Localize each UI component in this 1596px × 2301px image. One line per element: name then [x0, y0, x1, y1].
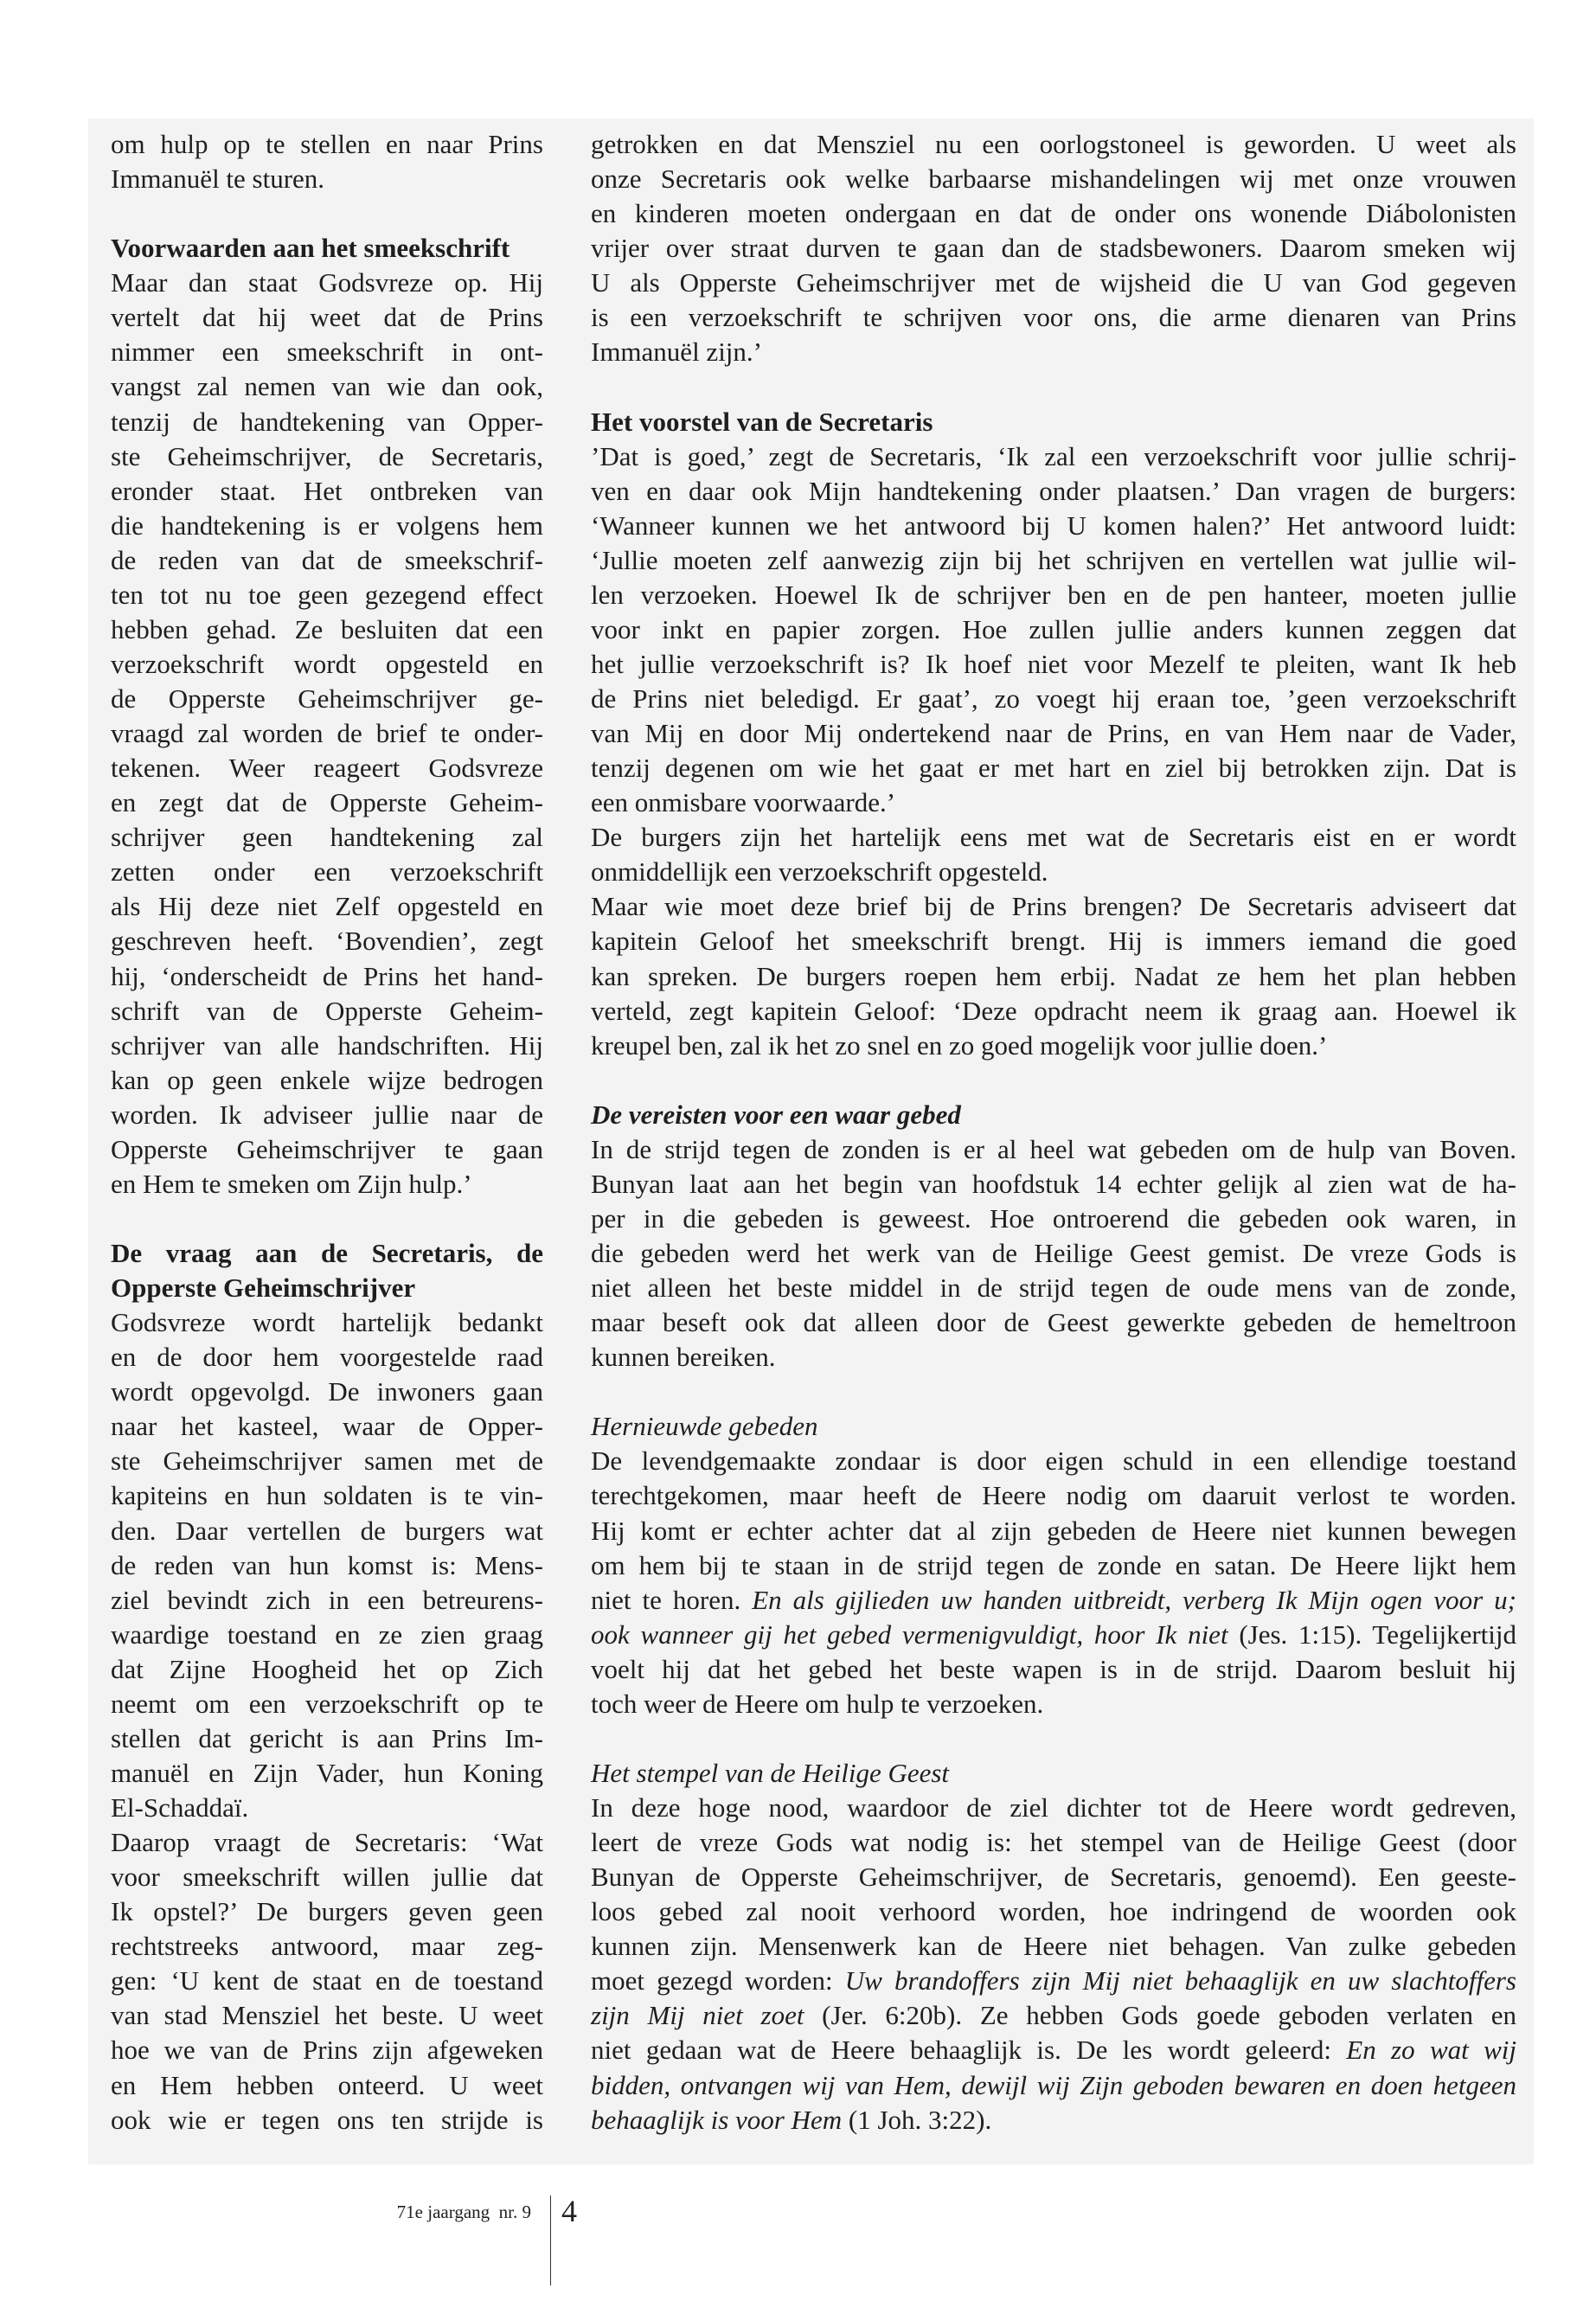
section-heading: Het voorstel van de Secretaris [591, 406, 933, 437]
text-line: Ik opstel?’ De burgers geven geen [111, 1896, 543, 1927]
scripture-quote: ook wanneer gij het gebed vermenigvuldigt, hoor Ik niet [591, 1618, 1228, 1650]
text-line: ven en daar ook Mijn handtekening onder plaatsen.’ Dan vragen de burgers: [591, 475, 1516, 506]
section-heading: Hernieuwde gebeden [591, 1411, 818, 1442]
text-line: en zegt dat de Opperste Geheim- [111, 787, 543, 818]
text-line: naar het kasteel, waar de Opper- [111, 1411, 543, 1442]
text-line: die handtekening is er volgens hem [111, 510, 543, 541]
text-line: Maar wie moet deze brief bij de Prins brengen? De Secretaris adviseert dat [591, 891, 1516, 922]
text-line: De burgers zijn het hartelijk eens met wat de Secretaris eist en er wordt [591, 822, 1516, 853]
text-line: ste Geheimschrijver, de Secretaris, [111, 440, 543, 471]
text-line: het jullie verzoekschrift is? Ik hoef niet voor Mezelf te pleiten, want Ik heb [591, 648, 1516, 679]
text-line: neemt om een verzoekschrift op te [111, 1688, 543, 1719]
text-line: kan op geen enkele wijze bedrogen [111, 1064, 543, 1095]
scripture-quote: zijn Mij niet zoet [591, 2000, 804, 2031]
text-line: de Opperste Geheimschrijver ge- [111, 683, 543, 714]
text-line: schrift van de Opperste Geheim- [111, 995, 543, 1026]
text-line: stellen dat gericht is aan Prins Im- [111, 1722, 543, 1753]
section-heading: Het stempel van de Heilige Geest [591, 1757, 950, 1788]
text-line: verteld, zegt kapitein Geloof: ‘Deze opdracht neem ik graag aan. Hoewel ik [591, 995, 1516, 1026]
blank-line [591, 1721, 1516, 1756]
text-line: dat Zijne Hoogheid het op Zich [111, 1653, 543, 1684]
text-line: en kinderen moeten ondergaan en dat de onder ons wonende Diábolonisten [591, 198, 1516, 229]
text-line: kunnen zijn. Mensenwerk kan de Heere niet behagen. Van zulke gebeden [591, 1931, 1516, 1962]
text-line: ten tot nu toe geen gezegend effect [111, 579, 543, 610]
text-line: Godsvreze wordt hartelijk bedankt [111, 1307, 543, 1338]
text-line: Hij komt er echter achter dat al zijn gebeden de Heere niet kunnen bewegen [591, 1515, 1516, 1546]
text-line: toch weer de Heere om hulp te verzoeken. [591, 1688, 1044, 1719]
text-line: hoe we van de Prins zijn afgeweken [111, 2035, 543, 2066]
text-line: vangst zal nemen van wie dan ook, [111, 371, 543, 402]
text-line [591, 1583, 1516, 1618]
text-line: verzoekschrift wordt opgesteld en [111, 648, 543, 679]
text-line [591, 2068, 1516, 2103]
text-line: Bunyan de Opperste Geheimschrijver, de Secretaris, genoemd). Een geeste- [591, 1862, 1516, 1893]
text-line: de Prins niet beledigd. Er gaat’, zo voegt hij eraan toe, ’geen verzoekschrift [591, 683, 1516, 714]
text-line: eronder staat. Het ontbreken van [111, 475, 543, 506]
issue-label: 71e jaargang nr. 9 [396, 2202, 531, 2222]
text-line [591, 1964, 1516, 1998]
text-line: schrijver van alle handschriften. Hij [111, 1029, 543, 1061]
text-line: len verzoeken. Hoewel Ik de schrijver ben en de pen hanteer, moeten jullie [591, 579, 1516, 610]
text-line: waardige toestand en ze zien graag [111, 1618, 543, 1650]
text-line: ‘Jullie moeten zelf aanwezig zijn bij het schrijven en vertellen wat jullie wil- [591, 544, 1516, 575]
text-line: gen: ‘U kent de staat en de toestand [111, 1965, 543, 1997]
text-line: ook wie er tegen ons ten strijde is [111, 2104, 543, 2135]
text-line: Daarop vraagt de Secretaris: ‘Wat [111, 1827, 543, 1858]
text-line: geschreven heeft. ‘Bovendien’, zegt [111, 926, 543, 957]
text-line: den. Daar vertellen de burgers wat [111, 1515, 543, 1546]
article-column-left [111, 127, 543, 2138]
scripture-quote: bidden, ontvangen wij van Hem, dewijl wij Zijn geboden bewaren en doen hetgeen [591, 2069, 1516, 2100]
text-line: ’Dat is goed,’ zegt de Secretaris, ‘Ik zal een verzoekschrift voor jullie schrij- [591, 440, 1516, 471]
text-line: De levendgemaakte zondaar is door eigen schuld in een ellendige toestand [591, 1445, 1516, 1477]
text-line: per in die gebeden is geweest. Hoe ontroerend die gebeden ook waren, in [591, 1202, 1516, 1234]
text-line: rechtstreeks antwoord, maar zeg- [111, 1931, 543, 1962]
text-line: tenzij degenen om wie het gaat er met hart en ziel bij betrokken zijn. Dat is [591, 753, 1516, 784]
blank-line [111, 1202, 543, 1236]
scripture-quote: En zo wat wij [1346, 2035, 1516, 2066]
text-line: schrijver geen handtekening zal [111, 822, 543, 853]
footer-divider [550, 2195, 551, 2285]
text-line: om hulp op te stellen en naar Prins [111, 129, 543, 159]
text-segment: niet te horen. [591, 1584, 753, 1615]
text-line: tekenen. Weer reageert Godsvreze [111, 753, 543, 784]
text-line: voor smeekschrift willen jullie dat [111, 1862, 543, 1893]
text-line: leert de vreze Gods wat nodig is: het stempel van de Heilige Geest (door [591, 1827, 1516, 1858]
text-line: hij, ‘onderscheidt de Prins het hand- [111, 960, 543, 991]
text-line: kreupel ben, zal ik het zo snel en zo goed mogelijk voor jullie doen.’ [591, 1029, 1328, 1061]
text-line: worden. Ik adviseer jullie naar de [111, 1099, 543, 1130]
text-line: Opperste Geheimschrijver te gaan [111, 1133, 543, 1164]
text-segment: (1 Joh. 3:22). [842, 2104, 992, 2135]
text-line: onmiddellijk een verzoekschrift opgesteld. [591, 856, 1048, 888]
text-line: hebben gehad. Ze besluiten dat een [111, 613, 543, 644]
article-column-right [591, 127, 1516, 2138]
section-heading: Opperste Geheimschrijver [111, 1272, 416, 1304]
text-line: de reden van hun komst is: Mens- [111, 1549, 543, 1580]
text-line: ziel bevindt zich in een betreurens- [111, 1584, 543, 1615]
text-line: niet alleen het beste middel in de strijd tegen de oude mens van de zonde, [591, 1272, 1516, 1304]
text-line: om hem bij te staan in de strijd tegen de zonde en satan. De Heere lijkt hem [591, 1549, 1516, 1580]
text-line: vrijer over straat durven te gaan dan de stadsbewoners. Daarom smeken wij [591, 233, 1516, 264]
text-line: manuël en Zijn Vader, hun Koning [111, 1757, 543, 1788]
text-line: ‘Wanneer kunnen we het antwoord bij U komen halen?’ Het antwoord luidt: [591, 510, 1516, 541]
text-line: kapiteins en hun soldaten is te vin- [111, 1480, 543, 1511]
text-segment: (Jer. 6:20b). Ze hebben Gods goede geboden verlaten en [804, 2000, 1516, 2031]
text-line: is een verzoekschrift te schrijven voor ons, die arme dienaren van Prins [591, 302, 1516, 333]
text-line: onze Secretaris ook welke barbaarse mishandelingen wij met onze vrouwen [591, 163, 1516, 195]
text-line: van stad Mensziel het beste. U weet [111, 2000, 543, 2031]
text-segment: moet gezegd worden: [591, 1965, 845, 1997]
scripture-quote: Uw brandoffers zijn Mij niet behaaglijk en uw slachtoffers [844, 1965, 1516, 1997]
text-line [591, 2103, 1516, 2138]
section-heading: De vereisten voor een waar gebed [591, 1099, 961, 1130]
text-line: zetten onder een verzoekschrift [111, 856, 543, 888]
text-line: Maar dan staat Godsvreze op. Hij [111, 267, 543, 298]
text-line: vraagd zal worden de brief te onder- [111, 718, 543, 749]
text-line: In de strijd tegen de zonden is er al heel wat gebeden om de hulp van Boven. [591, 1133, 1516, 1164]
scripture-quote: En als gijlieden uw handen uitbreidt, verberg Ik Mijn ogen voor u; [752, 1584, 1516, 1615]
text-line: Immanuël te sturen. [111, 163, 325, 195]
text-line: kunnen bereiken. [591, 1342, 776, 1373]
text-line: getrokken en dat Mensziel nu een oorlogstoneel is geworden. U weet als [591, 129, 1516, 159]
text-line: nimmer een smeekschrift in ont- [111, 336, 543, 368]
text-line: die gebeden werd het werk van de Heilige Geest gemist. De vreze Gods is [591, 1238, 1516, 1268]
text-line: de reden van dat de smeekschrif- [111, 544, 543, 575]
text-line: voelt hij dat het gebed het beste wapen is in de strijd. Daarom besluit hij [591, 1653, 1516, 1684]
text-line: Immanuël zijn.’ [591, 336, 762, 368]
text-line: van Mij en door Mij ondertekend naar de Prins, en van Hem naar de Vader, [591, 718, 1516, 749]
page-number: 4 [561, 2194, 577, 2228]
text-line [591, 2033, 1516, 2067]
text-line: ste Geheimschrijver samen met de [111, 1445, 543, 1477]
text-line: terechtgekomen, maar heeft de Heere nodig om daaruit verlost te worden. [591, 1480, 1516, 1511]
blank-line [111, 196, 543, 231]
section-heading: Voorwaarden aan het smeekschrift [111, 233, 510, 264]
text-line: El-Schaddaï. [111, 1792, 249, 1823]
text-line: loos gebed zal nooit verhoord worden, hoe indringend de woorden ook [591, 1896, 1516, 1927]
text-line: voor inkt en papier zorgen. Hoe zullen jullie anders kunnen zeggen dat [591, 613, 1516, 644]
text-segment: (Jes. 1:15). Tegelijkertijd [1227, 1618, 1516, 1650]
text-line: Bunyan laat aan het begin van hoofdstuk 14 echter gelijk al zien wat de ha- [591, 1168, 1516, 1199]
text-line: kan spreken. De burgers roepen hem erbij. Nadat ze hem het plan hebben [591, 960, 1516, 991]
text-line: vertelt dat hij weet dat de Prins [111, 302, 543, 333]
blank-line [591, 369, 1516, 404]
section-heading: De vraag aan de Secretaris, de [111, 1238, 543, 1268]
blank-line [591, 1063, 1516, 1098]
text-line: kapitein Geloof het smeekschrift brengt. Hij is immers iemand die goed [591, 926, 1516, 957]
text-line: en de door hem voorgestelde raad [111, 1342, 543, 1373]
text-line: maar beseft ook dat alleen door de Geest gewerkte gebeden de hemeltroon [591, 1307, 1516, 1338]
scripture-quote: behaaglijk is voor Hem [591, 2104, 843, 2135]
text-line: wordt opgevolgd. De inwoners gaan [111, 1376, 543, 1407]
text-line: en Hem hebben onteerd. U weet [111, 2069, 543, 2100]
text-line [591, 1998, 1516, 2033]
text-line: In deze hoge nood, waardoor de ziel dichter tot de Heere wordt gedreven, [591, 1792, 1516, 1823]
text-line: en Hem te smeken om Zijn hulp.’ [111, 1168, 472, 1199]
text-line: een onmisbare voorwaarde.’ [591, 787, 896, 818]
text-line: als Hij deze niet Zelf opgesteld en [111, 891, 543, 922]
blank-line [591, 1375, 1516, 1409]
text-line [591, 1618, 1516, 1652]
text-line: U als Opperste Geheimschrijver met de wijsheid die U van God gegeven [591, 267, 1516, 298]
text-line: tenzij de handtekening van Opper- [111, 406, 543, 437]
text-segment: niet gedaan wat de Heere behaaglijk is. De les wordt geleerd: [591, 2035, 1347, 2066]
